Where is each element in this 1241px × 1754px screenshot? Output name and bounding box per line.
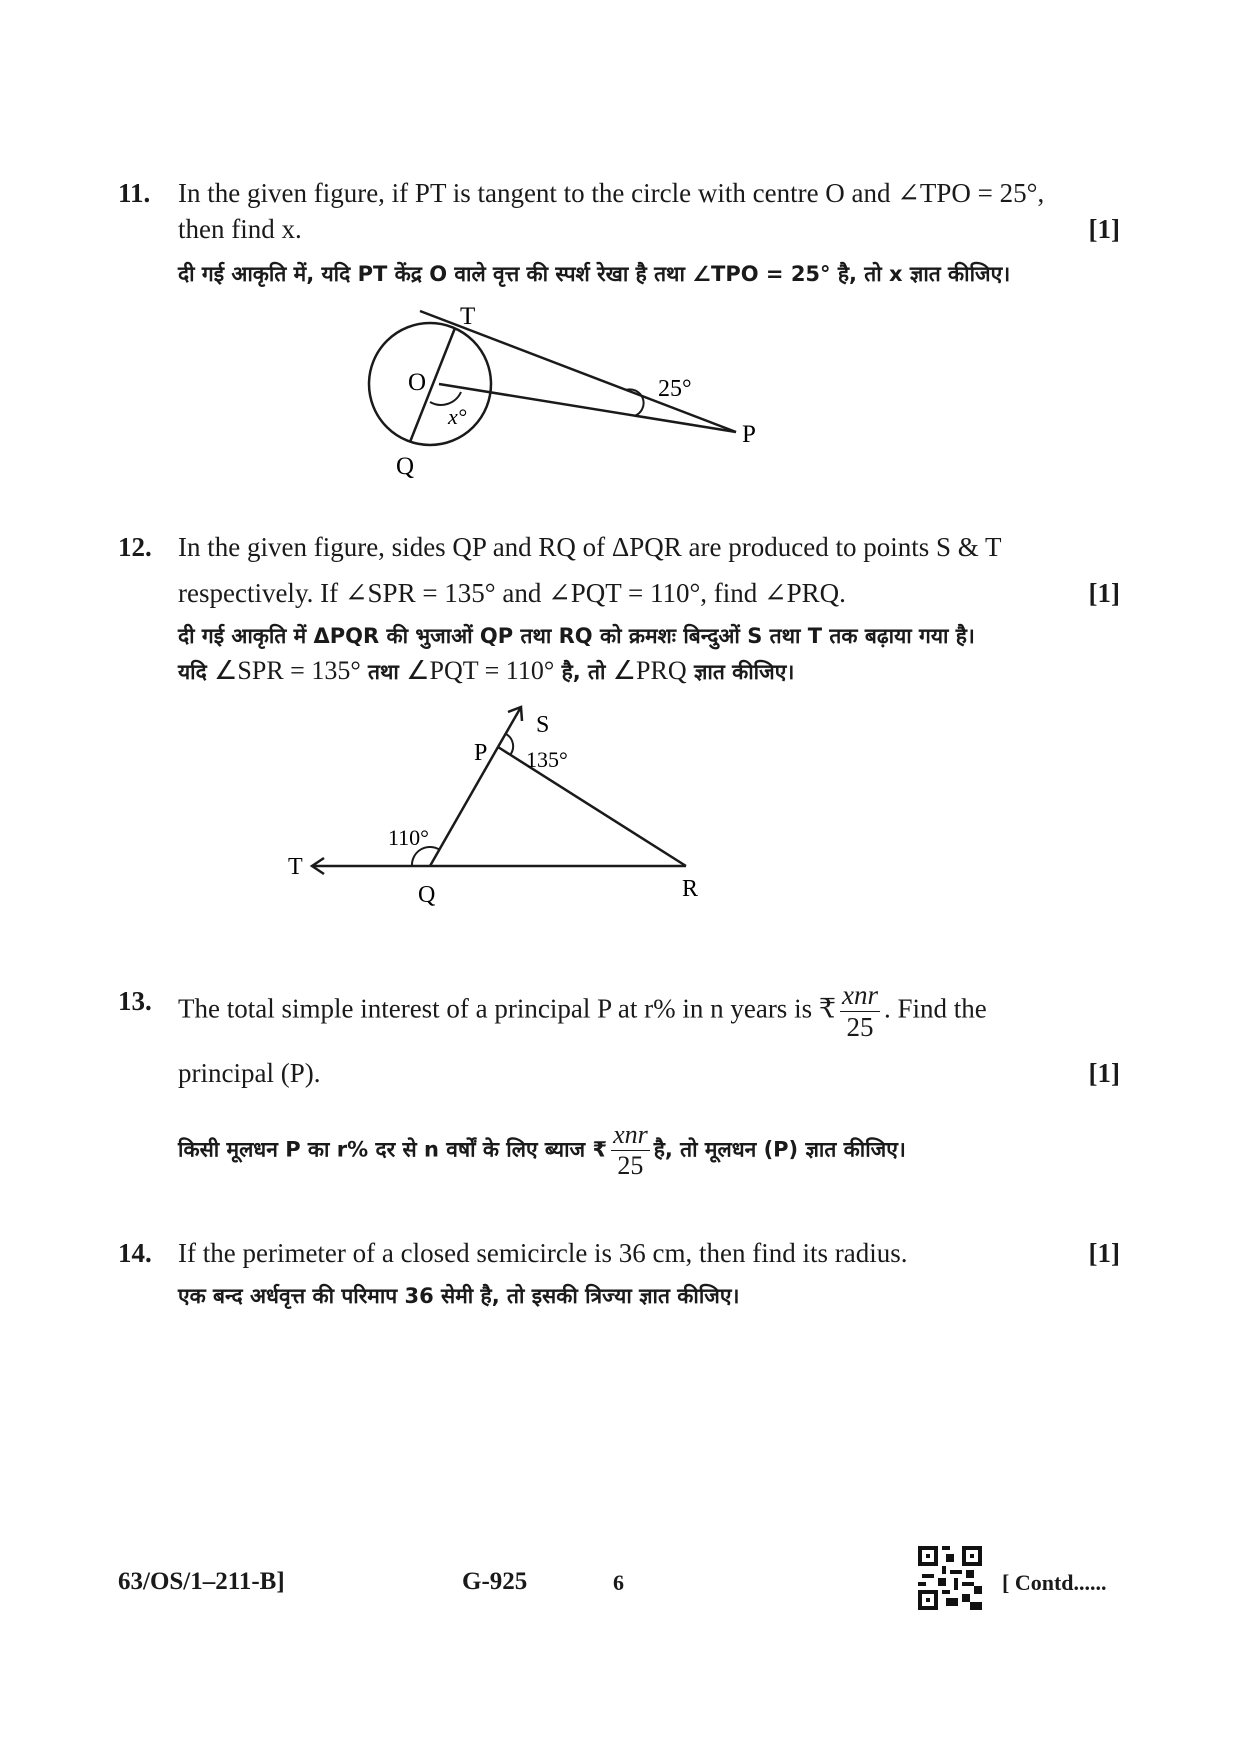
label-P: P [742,421,756,448]
marks: [1] [1088,214,1120,244]
question-text-hindi-line1: दी गई आकृति में ΔPQR की भुजाओं QP तथा RQ को क्रमशः बिन्दुओं S तथा T तक बढ़ाया गया है। [178,624,975,648]
question-number: 11. [118,178,151,208]
marks: [1] [1088,1238,1120,1268]
fraction-xnr-25: $\frac{\text{xnr}}{25}$ [842,980,879,1042]
angle-label-110: 110° [388,825,429,850]
question-12 [118,532,1130,912]
figure-tangent-circle [118,178,1130,508]
question-13 [118,980,1130,1190]
question-text-line2: then find x. [178,214,302,244]
question-number: 14. [118,1238,152,1268]
qr-code [918,1546,982,1610]
question-text-line1: The total simple interest of a principal P at r% in n years is ₹ $\frac{\text{xnr}}{25}$ . Find the [178,980,987,1042]
question-text-hindi: किसी मूलधन P का r% दर से n वर्षों के लिए ब्याज ₹ $\frac{\text{xnr}}{25}$ है, तो मूलधन (P) ज्ञात कीजिए। [178,1120,906,1180]
angle-label-25: 25° [658,376,692,402]
question-text-hindi-line2: यदि ∠SPR = 135° तथा ∠PQT = 110° है, तो ∠PRQ ज्ञात कीजिए। [178,656,795,685]
question-number: 12. [118,532,152,562]
question-text-hindi: एक बन्द अर्धवृत्त की परिमाप 36 सेमी है, तो इसकी त्रिज्या ज्ञात कीजिए। [178,1284,740,1308]
label-R: R [682,876,699,902]
question-14 [118,1238,1130,1318]
label-Q: Q [418,882,436,908]
label-S: S [536,712,550,738]
label-P: P [474,740,488,766]
question-text-line2: respectively. If ∠SPR = 135° and ∠PQT = 110°, find ∠PRQ. [178,578,846,608]
fraction-xnr-25: $\frac{\text{xnr}}{25}$ [613,1120,648,1180]
label-Q: Q [396,453,415,480]
question-text-hindi: दी गई आकृति में, यदि PT केंद्र O वाले वृत्त की स्पर्श रेखा है तथा ∠TPO = 25° है, तो x ज्ञात कीजिए। [178,262,1011,286]
page-number: 6 [613,1570,624,1595]
question-text-line1: In the given figure, if PT is tangent to the circle with centre O and ∠TPO = 25°, [178,178,1045,208]
angle-label-x: x° [448,404,467,429]
label-T: T [288,854,303,880]
question-text-line2: principal (P). [178,1058,321,1088]
angle-arc-O [430,392,461,405]
question-number: 13. [118,986,152,1016]
paper-code: 63/OS/1–211-B] [118,1568,285,1595]
label-O: O [408,369,427,396]
series-code: G-925 [462,1568,528,1595]
continued-marker: [ Contd...... [1002,1570,1107,1595]
figure-triangle-pqr [118,532,1130,912]
marks: [1] [1088,578,1120,608]
extended-QP-to-S [498,707,521,747]
question-11 [118,178,1130,508]
angle-label-135: 135° [526,747,568,772]
marks: [1] [1088,1058,1120,1088]
circle [369,323,491,445]
label-T: T [460,303,476,330]
question-text: If the perimeter of a closed semicircle is 36 cm, then find its radius. [178,1238,908,1268]
question-text-line1: In the given figure, sides QP and RQ of ΔPQR are produced to points S & T [178,532,1002,562]
side-QP [430,747,498,866]
